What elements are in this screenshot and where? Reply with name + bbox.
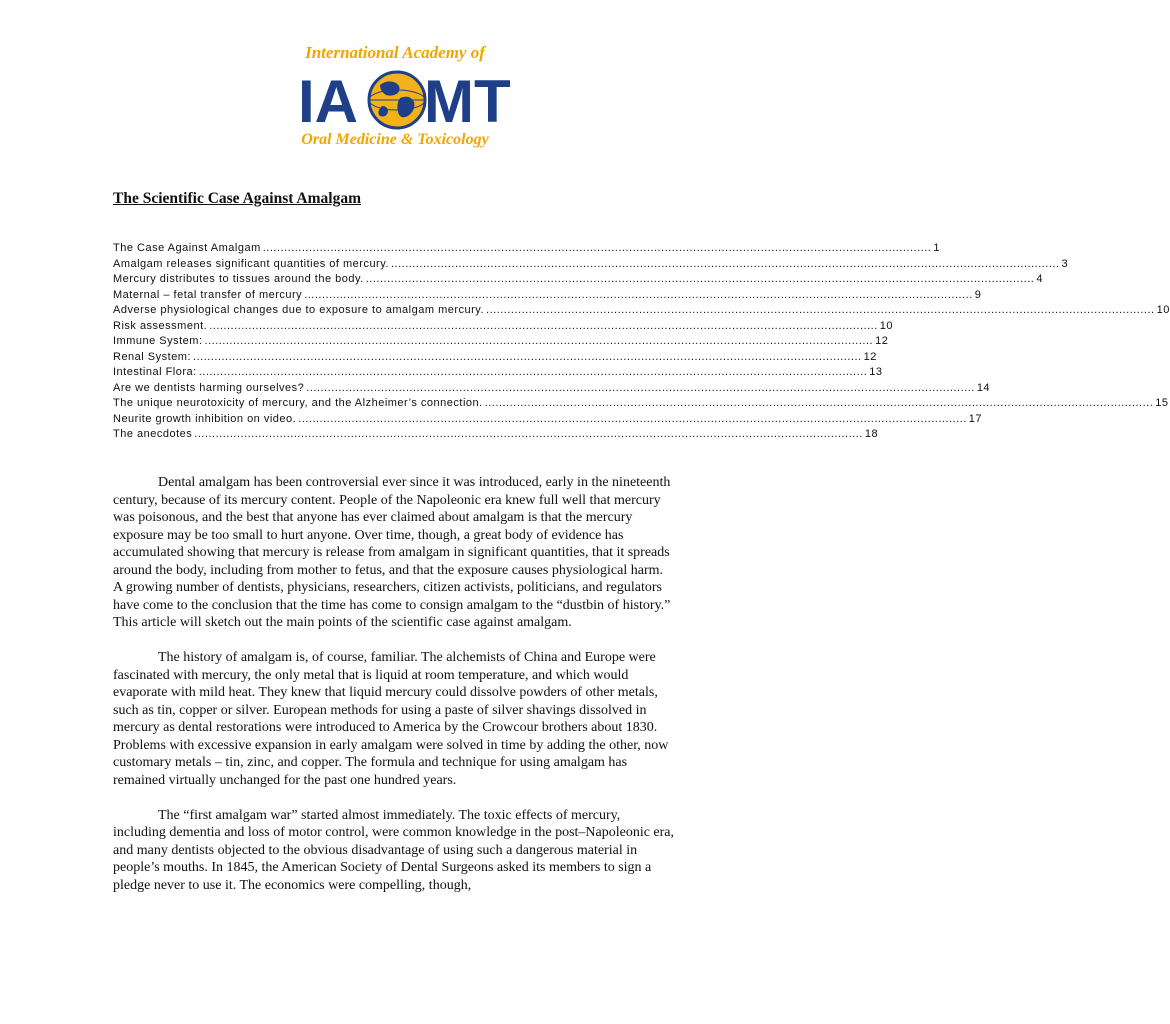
logo-top-text: International Academy of (305, 43, 485, 62)
toc-entry-label: Neurite growth inhibition on video. (113, 412, 297, 425)
toc-entry[interactable] (113, 304, 1170, 320)
toc-entry-page: 14 (976, 381, 991, 394)
logo-acronym-right: MT (424, 68, 511, 135)
toc-entry-label: The Case Against Amalgam (113, 242, 261, 254)
globe-icon (369, 72, 425, 128)
toc-entry-page: 9 (974, 288, 982, 301)
toc-entry-label: Mercury distributes to tissues around the body. (113, 273, 364, 285)
body-paragraph: Dental amalgam has been controversial ever since it was introduced, early in the nineteenth century, because of its mercury content. People of the Napoleonic era knew full well that mercury was poisonous, and the best that anyone has ever claimed about amalgam is that the mercury exposure may be too small to hurt anyone. Over time, though, a great body of evidence has accumulated showing that mercury is release from amalgam in significant quantities, that it spreads around the body, including from mother to fetus, and that the exposure causes physiological harm. A growing number of dentists, physicians, researchers, citizen activists, politicians, and regulators have come to the conclusion that the time has come to consign amalgam to the “dustbin of history.” This article will sketch out the main points of the scientific case against amalgam. (113, 475, 671, 630)
toc-leader-dots (209, 320, 878, 332)
toc-entry-label: The anecdotes (113, 428, 193, 440)
toc-leader-dots (193, 351, 862, 363)
toc-entry-page: 10 (1156, 304, 1170, 316)
toc-entry-page: 3 (1061, 257, 1069, 270)
logo-bottom-text: Oral Medicine & Toxicology (301, 131, 489, 148)
document-title: The Scientific Case Against Amalgam (113, 190, 361, 207)
toc-entry-label: Immune System: (113, 335, 203, 347)
toc-entry-page: 18 (864, 428, 879, 440)
toc-entry-page: 1 (933, 242, 940, 254)
toc-entry[interactable] (113, 319, 894, 336)
toc-leader-dots (205, 335, 874, 347)
toc-entry-label: Amalgam releases significant quantities of mercury. (113, 257, 389, 270)
iaomt-logo (290, 40, 511, 152)
toc-leader-dots (366, 273, 1035, 285)
toc-entry-label: Intestinal Flora: (113, 366, 197, 378)
toc-entry[interactable] (113, 273, 1043, 289)
toc-entry-page: 4 (1036, 273, 1043, 285)
toc-leader-dots (194, 428, 863, 440)
toc-entry[interactable] (113, 366, 883, 382)
toc-leader-dots (391, 258, 1060, 270)
iaomt-logo-graphic (290, 40, 511, 152)
toc-entry[interactable] (113, 335, 889, 351)
toc-leader-dots (263, 242, 932, 254)
toc-entry-page: 12 (863, 350, 877, 363)
toc-leader-dots (304, 289, 973, 301)
toc-entry-label: Renal System: (113, 350, 192, 363)
toc-entry[interactable] (113, 242, 940, 258)
toc-entry-page: 15 (1155, 397, 1169, 409)
toc-leader-dots (199, 366, 868, 378)
toc-entry-page: 12 (875, 335, 889, 347)
toc-leader-dots (486, 304, 1155, 316)
toc-entry[interactable] (113, 397, 1169, 413)
toc-entry[interactable] (113, 257, 1069, 274)
toc-leader-dots (485, 397, 1154, 409)
toc-entry-label: The unique neurotoxicity of mercury, and the Alzheimer’s connection. (113, 397, 483, 409)
toc-leader-dots (306, 382, 975, 394)
toc-entry-page: 13 (869, 366, 883, 378)
logo-acronym-left: IA (298, 68, 358, 135)
toc-entry[interactable] (113, 412, 983, 429)
toc-entry-page: 10 (879, 319, 894, 332)
toc-entry-page: 17 (968, 412, 983, 425)
table-of-contents (113, 242, 1170, 444)
toc-entry[interactable] (113, 428, 879, 444)
toc-entry[interactable] (113, 381, 991, 398)
toc-entry-label: Risk assessment. (113, 319, 208, 332)
body-paragraph: The history of amalgam is, of course, familiar. The alchemists of China and Europe were fascinated with mercury, the only metal that is liquid at room temperature, and which would evaporate with mild heat. They knew that liquid mercury could dissolve powders of other metals, such as tin, copper or silver. European methods for using a paste of silver shavings dissolved in mercury as dental restorations were introduced to America by the Crowcour brothers about 1830. Problems with excessive expansion in early amalgam were solved in time by adding the other, now customary metals – tin, zinc, and copper. The formula and technique for using amalgam has remained virtually unchanged for the past one hundred years. (113, 650, 669, 788)
toc-entry-label: Adverse physiological changes due to exposure to amalgam mercury. (113, 304, 485, 316)
toc-leader-dots (298, 413, 967, 425)
toc-entry[interactable] (113, 288, 982, 305)
body-paragraph: The “first amalgam war” started almost immediately. The toxic effects of mercury, including dementia and loss of motor control, were common knowledge in the post–Napoleonic era, and many dentists objected to the obvious disadvantage of using such a dangerous material in people’s mouths. In 1845, the American Society of Dental Surgeons asked its members to sign a pledge never to use it. The economics were compelling, though, (113, 807, 675, 893)
article-body (113, 474, 675, 912)
toc-entry-label: Maternal – fetal transfer of mercury (113, 288, 303, 301)
toc-entry-label: Are we dentists harming ourselves? (113, 381, 305, 394)
toc-entry[interactable] (113, 350, 877, 367)
